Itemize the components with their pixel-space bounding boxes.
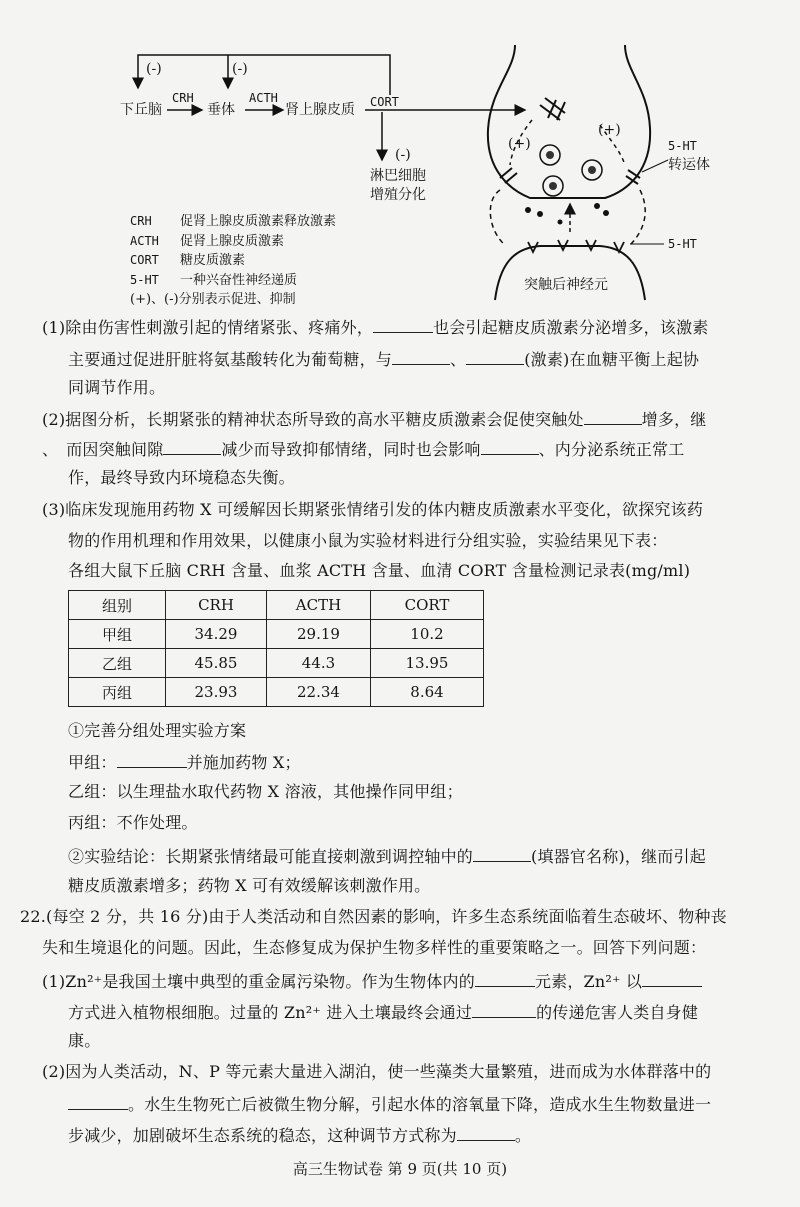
legend-row: (+)、(-)分别表示促进、抑制 (130, 292, 296, 307)
table-row (69, 678, 484, 707)
q3-group-yi: 乙组：以生理盐水取代药物 X 溶液，其他操作同甲组； (68, 782, 463, 801)
diagram-legend (130, 212, 336, 310)
answer-blank[interactable] (163, 440, 221, 455)
node-adrenal-cortex: 肾上腺皮质 (285, 102, 355, 118)
answer-blank[interactable] (466, 350, 524, 365)
legend-row: 5-HT 一种兴奋性神经递质 (130, 272, 298, 288)
inhibit-sign-lymph: (-) (395, 147, 411, 163)
answer-blank[interactable] (473, 847, 531, 862)
q1-line1: (1)除由伤害性刺激引起的情绪紧张、疼痛外， 也会引起糖皮质激素分泌增多，该激素 (42, 318, 709, 337)
q22-line1: 22.(每空 2 分，共 16 分)由于人类活动和自然因素的影响，许多生态系统面临着生态破坏、物种丧 (20, 907, 727, 926)
inhibit-sign-hypothalamus: (-) (146, 61, 162, 77)
table-header-cell: CORT (371, 591, 484, 620)
node-lymphocyte: 淋巴细胞 (370, 168, 426, 184)
table-cell: 29.19 (267, 620, 371, 649)
q3-line1: (3)临床发现施用药物 X 可缓解因长期紧张情绪引发的体内糖皮质激素水平变化，欲探究该药 (42, 500, 704, 519)
answer-blank[interactable] (68, 1095, 128, 1110)
q2-line3: 作，最终导致内环境稳态失衡。 (68, 468, 295, 487)
table-cell: 13.95 (371, 649, 484, 678)
node-postsynaptic: 突触后神经元 (524, 277, 608, 293)
node-hypothalamus: 下丘脑 (120, 102, 162, 118)
node-lymphocyte-differentiation: 增殖分化 (370, 187, 426, 203)
label-5ht: 5-HT (668, 237, 697, 251)
q3-group-bing: 丙组：不作处理。 (68, 813, 198, 832)
feedback-line (138, 55, 390, 95)
q3-sub1-title: ①完善分组处理实验方案 (68, 721, 247, 740)
q3-line3: 各组大鼠下丘脑 CRH 含量、血浆 ACTH 含量、血清 CORT 含量检测记录表(mg/ml) (68, 561, 691, 580)
inhibit-sign-pituitary: (-) (232, 61, 248, 77)
label-transporter-5ht: 5-HT (668, 139, 697, 153)
results-table (68, 590, 484, 707)
label-acth: ACTH (249, 91, 278, 105)
answer-blank[interactable] (475, 972, 535, 987)
table-cell: 甲组 (69, 620, 166, 649)
table-header-cell: CRH (166, 591, 267, 620)
label-cort: CORT (370, 95, 399, 109)
node-pituitary: 垂体 (207, 102, 235, 118)
answer-blank[interactable] (642, 972, 702, 987)
answer-blank[interactable] (117, 753, 187, 768)
table-row (69, 649, 484, 678)
q22-p1-line2: 方式进入植物根细胞。过量的 Zn²⁺ 进入土壤最终会通过 的传递危害人类自身健 (68, 1003, 699, 1022)
q22-p1-line3: 康。 (68, 1031, 101, 1050)
table-header-row (69, 591, 484, 620)
q2-line2: 、 而因突触间隙 减少而导致抑郁情绪，同时也会影响 、内分泌系统正常工 (42, 440, 685, 459)
q3-sub2-line2: 糖皮质激素增多；药物 X 可有效缓解该刺激作用。 (68, 876, 431, 895)
q3-line2: 物的作用机理和作用效果，以健康小鼠为实验材料进行分组实验，实验结果见下表： (68, 531, 668, 550)
table-header-cell: ACTH (267, 591, 371, 620)
legend-row: CORT 糖皮质激素 (130, 253, 246, 268)
table-cell: 34.29 (166, 620, 267, 649)
answer-blank[interactable] (392, 350, 450, 365)
label-crh: CRH (172, 91, 194, 105)
table-cell: 丙组 (69, 678, 166, 707)
table-cell: 乙组 (69, 649, 166, 678)
table-header-cell: 组别 (69, 591, 166, 620)
table-cell: 8.64 (371, 678, 484, 707)
answer-blank[interactable] (584, 410, 642, 425)
table-cell: 44.3 (267, 649, 371, 678)
q22-p2-line3: 步减少，加剧破坏生态系统的稳态，这种调节方式称为 。 (68, 1126, 532, 1145)
presynaptic-terminal (488, 45, 650, 198)
answer-blank[interactable] (457, 1126, 515, 1141)
legend-row: ACTH 促肾上腺皮质激素 (130, 233, 285, 249)
answer-blank[interactable] (373, 318, 433, 333)
q1-line3: 同调节作用。 (68, 378, 166, 397)
q3-group-jia: 甲组： 并施加药物 X； (68, 753, 301, 772)
table-row (69, 620, 484, 649)
table-cell: 10.2 (371, 620, 484, 649)
q1-line2: 主要通过促进肝脏将氨基酸转化为葡萄糖，与 、 (激素)在血糖平衡上起协 (68, 350, 700, 369)
q22-p2-line2: 。水生生物死亡后被微生物分解，引起水体的溶氧量下降，造成水生生物数量进一 (68, 1095, 711, 1113)
table-cell: 45.85 (166, 649, 267, 678)
label-transporter: 转运体 (668, 157, 710, 173)
q2-line1: (2)据图分析，长期紧张的精神状态所导致的高水平糖皮质激素会促使突触处 增多，继 (42, 410, 707, 429)
table-cell: 23.93 (166, 678, 267, 707)
answer-blank[interactable] (472, 1003, 536, 1018)
page-footer: 高三生物试卷 第 9 页(共 10 页) (292, 1160, 508, 1178)
q22-p1-line1: (1)Zn²⁺是我国土壤中典型的重金属污染物。作为生物体内的 元素，Zn²⁺ 以 (42, 972, 702, 990)
table-cell: 22.34 (267, 678, 371, 707)
promote-sign-right: (+) (598, 122, 621, 138)
hpa-axis-synapse-diagram (0, 0, 800, 305)
answer-blank[interactable] (481, 440, 539, 455)
q3-sub2-line1: ②实验结论：长期紧张情绪最可能直接刺激到调控轴中的 (填器官名称)，继而引起 (68, 847, 706, 866)
legend-row: CRH 促肾上腺皮质激素释放激素 (130, 214, 337, 229)
promote-sign-left: (+) (508, 136, 531, 152)
q22-p2-line1: (2)因为人类活动，N、P 等元素大量进入湖泊，使一些藻类大量繁殖，进而成为水体群落中的 (42, 1062, 712, 1081)
q22-line2: 失和生境退化的问题。因此，生态修复成为保护生物多样性的重要策略之一。回答下列问题： (42, 938, 707, 957)
